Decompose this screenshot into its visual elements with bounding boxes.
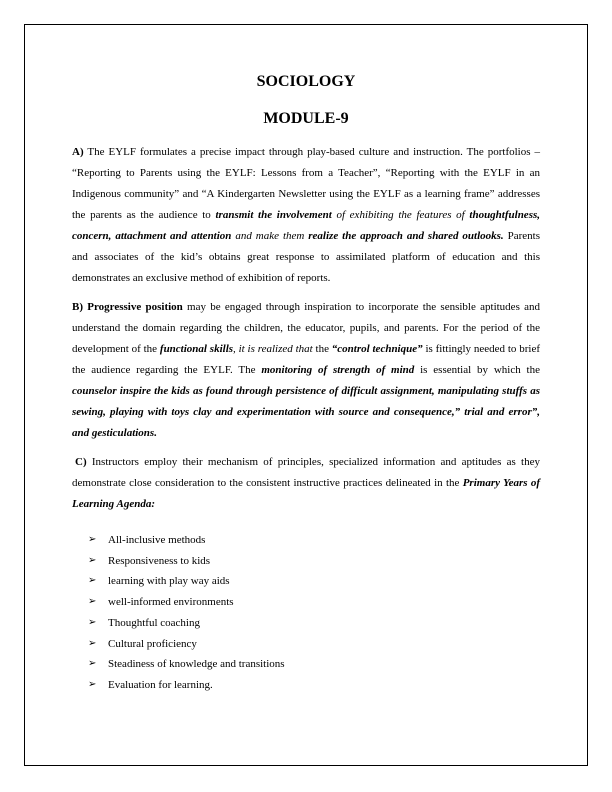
list-item-text: Thoughtful coaching bbox=[108, 616, 200, 629]
list-item bbox=[88, 613, 540, 634]
list-item-text: Steadiness of knowledge and transitions bbox=[108, 658, 285, 671]
list-item bbox=[88, 592, 540, 613]
learning-agenda-list bbox=[72, 530, 540, 696]
document-body bbox=[72, 70, 540, 696]
list-item bbox=[88, 551, 540, 572]
paragraph-a-label: A) bbox=[72, 146, 84, 158]
paragraph-b bbox=[72, 297, 540, 444]
paragraph-a-emphasis-2: thoughtfulness, concern, attachment and attention bbox=[72, 209, 541, 242]
list-item bbox=[88, 571, 540, 592]
paragraph-c-text-1: Instructors employ their mechanism of principles, specialized information and aptitudes as they demonstrate close consideration to the consistent instructive practices delineated in the bbox=[72, 456, 540, 489]
paragraph-b-emphasis-3: monitoring of strength of mind bbox=[261, 364, 415, 376]
paragraph-a-italic-2: and make them bbox=[231, 230, 309, 242]
paragraph-c bbox=[72, 452, 540, 515]
paragraph-b-text-4: is essential by which the bbox=[414, 364, 540, 376]
paragraph-b-text-3: is fittingly needed to brief the audience regarding the EYLF. The bbox=[72, 343, 541, 376]
list-item bbox=[88, 530, 540, 551]
arrow-bullet-icon: ➢ bbox=[88, 678, 97, 690]
arrow-bullet-icon: ➢ bbox=[88, 575, 97, 587]
paragraph-b-text-1: may be engaged through inspiration to incorporate the sensible aptitudes and understand the domain regarding the children, the educator, pupils, and parents. For the period of the development of the bbox=[72, 301, 540, 355]
list-item bbox=[88, 675, 540, 696]
paragraph-c-label: C) bbox=[75, 456, 87, 468]
arrow-bullet-icon: ➢ bbox=[88, 534, 97, 545]
paragraph-a-emphasis-3: realize the approach and shared outlooks. bbox=[308, 230, 504, 242]
paragraph-a-text-2: Parents and associates of the kid’s obtains great response to assimilated platform of education and this demonstrates an exclusive method of exhibition of reports. bbox=[72, 230, 540, 284]
list-item bbox=[88, 654, 540, 675]
paragraph-b-emphasis-4: counselor inspire the kids as found through persistence of difficult assignment, manipulating stuffs as sewing, playing with toys clay and experimentation with source and consequence,” trial and error”, and gesticulations. bbox=[72, 385, 540, 439]
paragraph-b-italic-1: , it is realized that bbox=[233, 343, 313, 355]
arrow-bullet-icon: ➢ bbox=[88, 596, 97, 608]
list-item-text: learning with play way aids bbox=[108, 575, 230, 588]
paragraph-a-emphasis-1: transmit the involvement bbox=[215, 209, 332, 221]
paragraph-c-emphasis-1: Primary Years of Learning Agenda: bbox=[72, 477, 540, 510]
list-item-text: well-informed environments bbox=[108, 596, 234, 609]
arrow-bullet-icon: ➢ bbox=[88, 554, 97, 566]
list-item bbox=[88, 634, 540, 655]
paragraph-b-emphasis-2: “control technique” bbox=[331, 343, 423, 355]
paragraph-b-text-2: the bbox=[312, 343, 332, 355]
document-title: SOCIOLOGY bbox=[256, 73, 356, 90]
paragraph-b-label: B) Progressive position bbox=[72, 301, 183, 313]
list-item-text: Responsiveness to kids bbox=[108, 554, 211, 567]
arrow-bullet-icon: ➢ bbox=[88, 658, 97, 670]
list-item-text: Evaluation for learning. bbox=[108, 678, 213, 691]
list-item-text: All-inclusive methods bbox=[108, 534, 206, 546]
paragraph-a-text-1: The EYLF formulates a precise impact through play-based culture and instruction. The portfolios – “Reporting to Parents using the EYLF: Lessons from a Teacher”, “Reporting with the EYLF in an Indigenous community” and “A Kindergarten Newsletter using the EYLF as a learning frame” addresses the parents as the audience to bbox=[72, 146, 540, 221]
paragraph-a bbox=[72, 142, 540, 289]
list-item-text: Cultural proficiency bbox=[108, 637, 197, 650]
arrow-bullet-icon: ➢ bbox=[88, 637, 97, 649]
arrow-bullet-icon: ➢ bbox=[88, 616, 97, 628]
module-heading: MODULE-9 bbox=[263, 110, 349, 127]
paragraph-a-italic-1: of exhibiting the features of bbox=[331, 209, 470, 221]
paragraph-b-emphasis-1: functional skills bbox=[159, 343, 234, 355]
